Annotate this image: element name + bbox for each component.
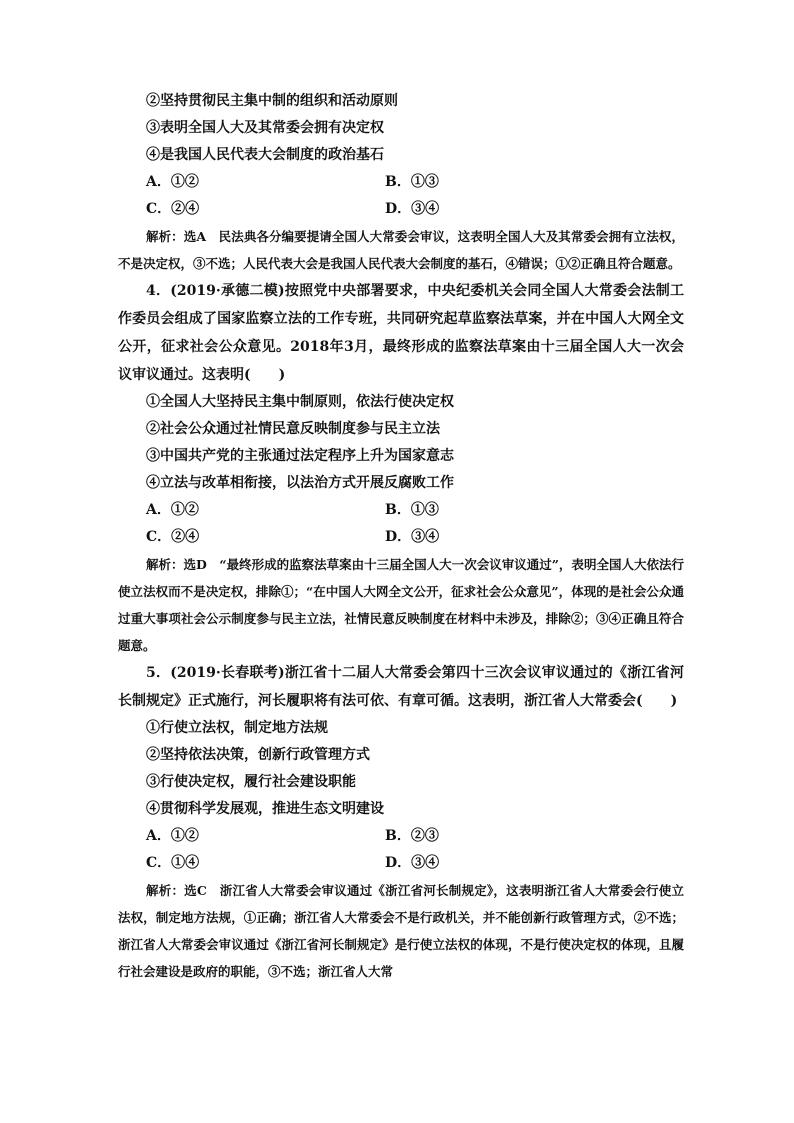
q4-choice-a: A．①②	[146, 502, 199, 518]
q5-option-2: ②坚持依法决策，创新行政管理方式	[146, 747, 370, 763]
q5-option-4: ④贯彻科学发展观，推进生态文明建设	[146, 801, 384, 817]
q4-choices-row-1	[118, 497, 684, 524]
q5-option-3: ③行使决定权，履行社会建设职能	[146, 774, 356, 790]
q4-stem: 4．(2019·承德二模)按照党中央部署要求，中央纪委机关会同全国人大常委会法制工作委员会组成了国家监察立法的工作专班，共同研究起草监察法草案，并在中国人大网全文公开，征求社会公众意见。2018年3月，最终形成的监察法草案由十三届全国人大一次会议审议通过。这表明( )	[118, 283, 684, 383]
question-4	[118, 277, 684, 659]
q5-stem: 5．(2019·长春联考)浙江省十二届人大常委会第四十三次会议审议通过的《浙江省河长制规定》正式施行，河长履职将有法可依、有章可循。这表明，浙江省人大常委会( )	[118, 665, 684, 709]
q4-option-1: ①全国人大坚持民主集中制原则，依法行使决定权	[146, 394, 454, 410]
q4-choices-row-2	[118, 524, 684, 551]
q3-choice-a: A．①②	[146, 174, 199, 190]
q4-choice-d: D．③④	[385, 529, 440, 545]
question-5	[118, 659, 684, 985]
q3-choices-row-2	[118, 196, 684, 223]
q5-choices-row-1	[118, 823, 684, 850]
q3-choice-d: D．③④	[385, 201, 440, 217]
q3-choice-c: C．②④	[146, 201, 200, 217]
q3-option-4: ④是我国人民代表大会制度的政治基石	[146, 147, 384, 163]
q5-choices-row-2	[118, 850, 684, 877]
q5-option-1: ①行使立法权，制定地方法规	[146, 720, 328, 736]
q5-choice-c: C．①④	[146, 855, 200, 871]
q5-choice-d: D．③④	[385, 855, 440, 871]
q4-choice-b: B．①③	[385, 502, 439, 518]
q4-explanation: 解析：选D “最终形成的监察法草案由十三届全国人大一次会议审议通过”，表明全国人大依法行使立法权而不是决定权，排除①；“在中国人大网全文公开，征求社会公众意见”，体现的是社会公众通过重大事项社会公示制度参与民主立法，社情民意反映制度在材料中未涉及，排除②；③④正确且符合题意。	[118, 557, 684, 653]
q3-option-2: ②坚持贯彻民主集中制的组织和活动原则	[146, 93, 398, 109]
q3-choices-row-1	[118, 169, 684, 196]
q5-explanation: 解析：选C 浙江省人大常委会审议通过《浙江省河长制规定》，这表明浙江省人大常委会行使立法权，制定地方法规，①正确；浙江省人大常委会不是行政机关，并不能创新行政管理方式，②不选；浙江省人大常委会审议通过《浙江省河长制规定》是行使立法权的体现，不是行使决定权的体现，且履行社会建设是政府的职能，③不选；浙江省人大常	[118, 883, 684, 979]
q3-choice-b: B．①③	[385, 174, 439, 190]
q5-choice-b: B．②③	[385, 828, 439, 844]
q4-option-3: ③中国共产党的主张通过法定程序上升为国家意志	[146, 448, 454, 464]
q3-explanation: 解析：选A 民法典各分编要提请全国人大常委会审议，这表明全国人大及其常委会拥有立法权，不是决定权，③不选；人民代表大会是我国人民代表大会制度的基石，④错误；①②正确且符合题意。	[118, 229, 684, 271]
q4-option-4: ④立法与改革相衔接，以法治方式开展反腐败工作	[146, 475, 454, 491]
q5-choice-a: A．①②	[146, 828, 199, 844]
q3-option-3: ③表明全国人大及其常委会拥有决定权	[146, 120, 384, 136]
q4-choice-c: C．②④	[146, 529, 200, 545]
question-3-tail	[118, 88, 684, 277]
q4-option-2: ②社会公众通过社情民意反映制度参与民主立法	[146, 421, 440, 437]
